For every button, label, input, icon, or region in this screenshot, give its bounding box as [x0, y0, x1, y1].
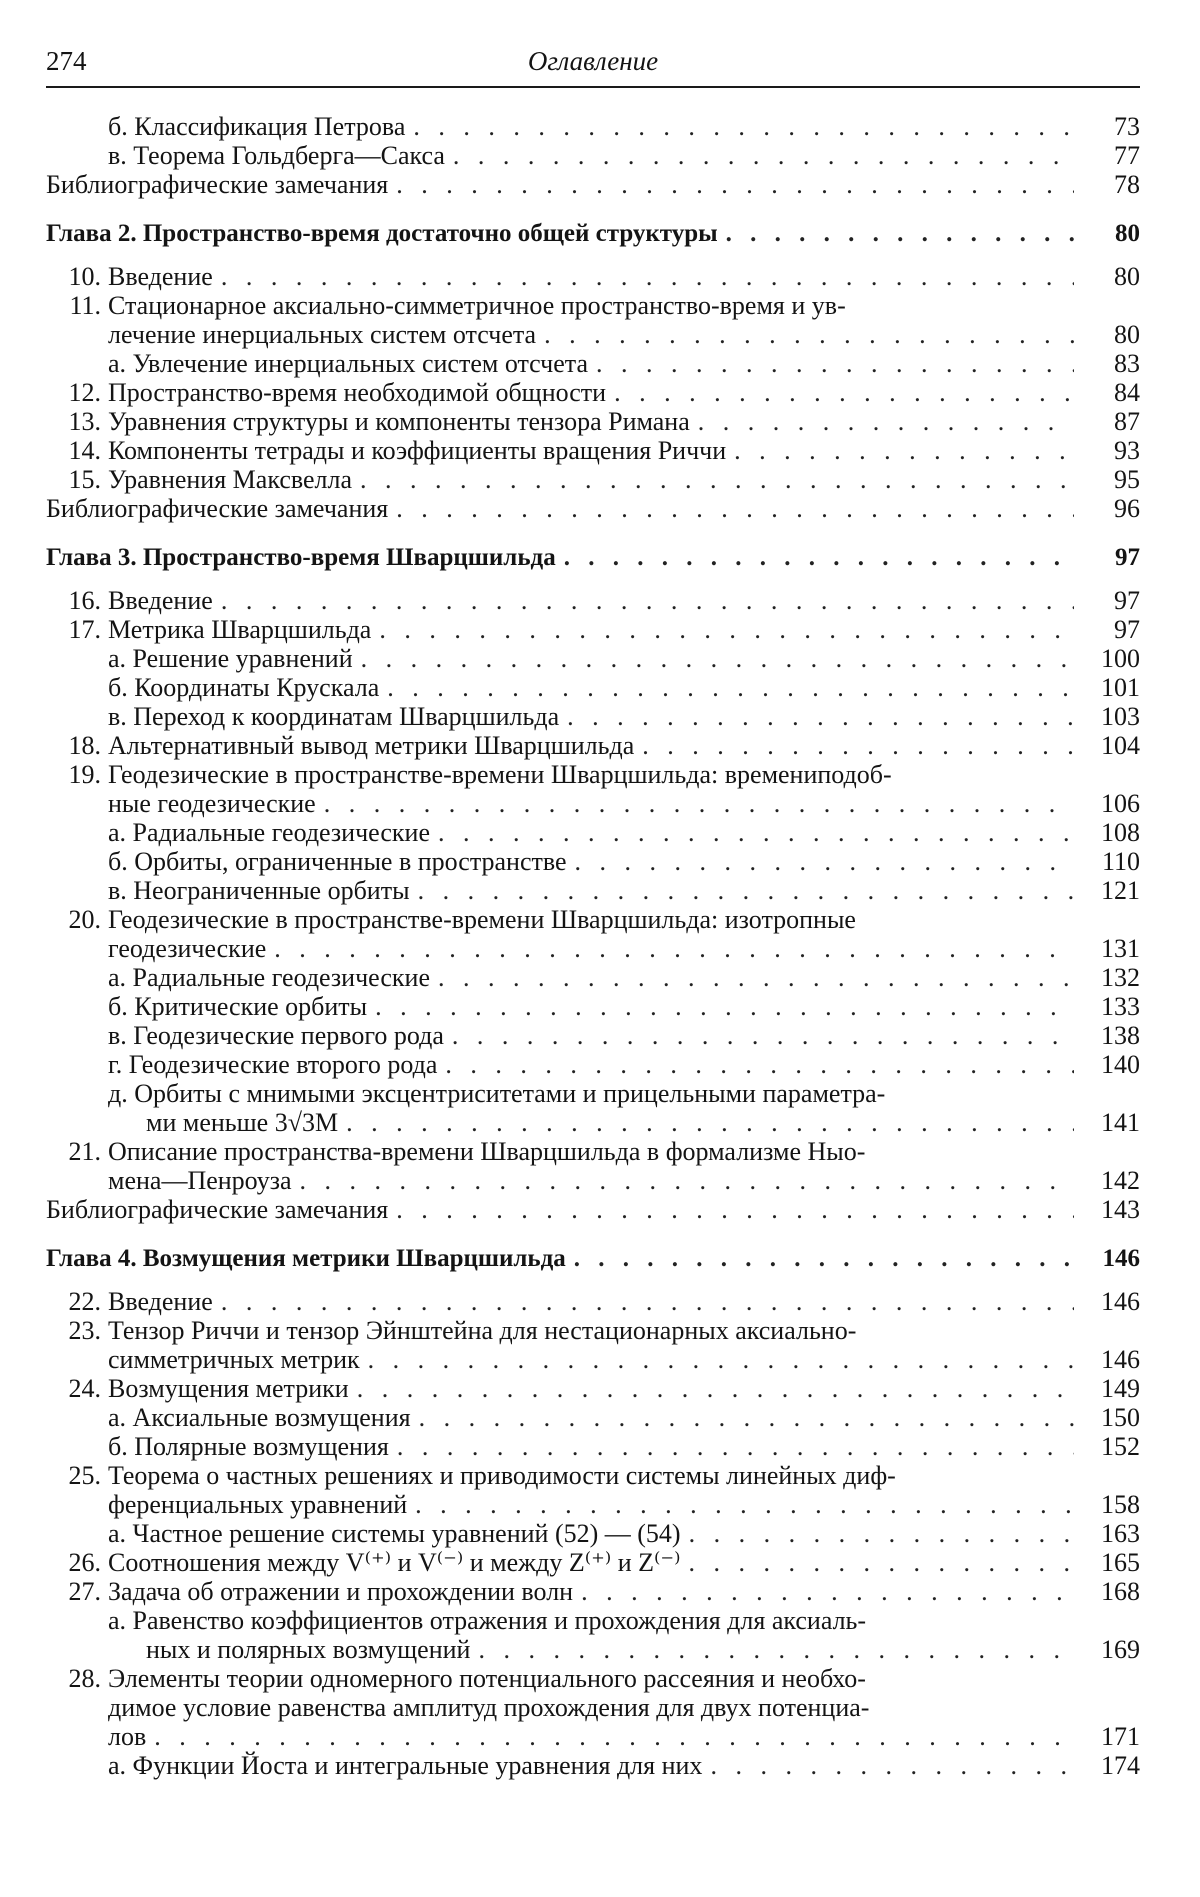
entry-title: б. Классификация Петрова	[108, 112, 406, 141]
leader-dots	[689, 1548, 1074, 1577]
entry-continuation	[46, 1635, 1140, 1664]
toc-subentry	[46, 1432, 1140, 1461]
toc-entry	[46, 262, 1140, 291]
entry-title: б. Критические орбиты	[108, 992, 368, 1021]
toc-entry	[46, 615, 1140, 644]
entry-title: Введение	[108, 586, 213, 615]
page-ref: 174	[1101, 1751, 1140, 1780]
leader-dots	[221, 262, 1074, 291]
entry-title: Геодезические в пространстве-времени Шварцшильда: времениподоб-	[108, 760, 892, 789]
page-ref: 80	[1114, 262, 1140, 291]
entry-title: Описание пространства-времени Шварцшильда в формализме Ныо-	[108, 1137, 866, 1166]
toc-entry	[46, 494, 1140, 523]
entry-continuation	[46, 1722, 1140, 1751]
entry-title-continued: ми меньше 3√3M	[146, 1108, 339, 1137]
toc-entry	[46, 1664, 1140, 1693]
leader-dots	[324, 789, 1074, 818]
entry-title-continued: геодезические	[108, 934, 267, 963]
leader-dots	[346, 1108, 1074, 1137]
toc-entry	[46, 436, 1140, 465]
page-ref: 168	[1101, 1577, 1140, 1606]
entry-continuation	[46, 1345, 1140, 1374]
leader-dots	[396, 170, 1074, 199]
toc-subentry	[46, 1751, 1140, 1780]
toc-entry	[46, 586, 1140, 615]
leader-dots	[300, 1166, 1075, 1195]
entry-title-continued: симметричных метрик	[108, 1345, 360, 1374]
page-ref: 96	[1114, 494, 1140, 523]
page-ref: 146	[1102, 1245, 1140, 1272]
leader-dots	[614, 378, 1074, 407]
leader-dots	[438, 818, 1074, 847]
entry-number: 14.	[68, 436, 101, 465]
page-ref: 73	[1114, 112, 1140, 141]
page-ref: 132	[1101, 963, 1140, 992]
page-ref: 103	[1101, 702, 1140, 731]
page-ref: 138	[1101, 1021, 1140, 1050]
entry-title: Возмущения метрики	[108, 1374, 349, 1403]
entry-title: в. Переход к координатам Шварцшильда	[108, 702, 560, 731]
entry-title-continued: лечение инерциальных систем отсчета	[108, 320, 537, 349]
entry-title: б. Полярные возмущения	[108, 1432, 389, 1461]
page-ref: 87	[1114, 407, 1140, 436]
toc-entry	[46, 378, 1140, 407]
leader-dots	[445, 1050, 1074, 1079]
page-ref: 101	[1101, 673, 1140, 702]
leader-dots	[478, 1635, 1074, 1664]
entry-continuation	[46, 1108, 1140, 1137]
toc-subentry	[46, 1403, 1140, 1432]
chapter-heading	[46, 1244, 1140, 1273]
toc-entry	[46, 1316, 1140, 1345]
toc-entry	[46, 1548, 1140, 1577]
entry-number: 18.	[68, 731, 101, 760]
entry-title: Тензор Риччи и тензор Эйнштейна для нестационарных аксиально-	[108, 1316, 857, 1345]
leader-dots	[574, 1244, 1074, 1273]
page-ref: 133	[1101, 992, 1140, 1021]
entry-continuation	[46, 320, 1140, 349]
running-title: Оглавление	[527, 46, 659, 76]
toc-entry	[46, 170, 1140, 199]
page-ref: 97	[1115, 544, 1140, 571]
entry-title: Задача об отражении и прохождении волн	[108, 1577, 574, 1606]
leader-dots	[387, 673, 1074, 702]
entry-title: а. Равенство коэффициентов отражения и прохождения для аксиаль-	[108, 1606, 867, 1635]
entry-number: 23.	[68, 1316, 101, 1345]
page-ref: 165	[1101, 1548, 1140, 1577]
entry-number: 12.	[68, 378, 101, 407]
entry-title: Стационарное аксиально-симметричное пространство-время и ув-	[108, 291, 846, 320]
page-ref: 143	[1101, 1195, 1140, 1224]
entry-number: 13.	[68, 407, 101, 436]
page-ref: 80	[1115, 220, 1140, 247]
entry-title-continued: димое условие равенства амплитуд прохождения для двух потенциа-	[108, 1693, 870, 1722]
toc-subentry	[46, 644, 1140, 673]
entry-number: 26.	[68, 1548, 101, 1577]
page-ref: 97	[1114, 615, 1140, 644]
entry-title: Введение	[108, 1287, 213, 1316]
entry-title: Пространство-время необходимой общности	[108, 378, 607, 407]
entry-title: а. Частное решение системы уравнений (52) — (54)	[108, 1519, 681, 1548]
entry-continuation	[46, 789, 1140, 818]
entry-title: Библиографические замечания	[46, 170, 389, 199]
entry-continuation	[46, 1166, 1140, 1195]
chapter-heading	[46, 219, 1140, 248]
entry-number: 19.	[68, 760, 101, 789]
page-ref: 140	[1101, 1050, 1140, 1079]
toc-entry	[46, 1461, 1140, 1490]
page-ref: 78	[1114, 170, 1140, 199]
page-ref: 150	[1101, 1403, 1140, 1432]
entry-number: 21.	[68, 1137, 101, 1166]
leader-dots	[221, 586, 1074, 615]
toc-entry	[46, 905, 1140, 934]
toc-subentry	[46, 141, 1140, 170]
entry-number: 10.	[68, 262, 101, 291]
entry-title: Библиографические замечания	[46, 1195, 389, 1224]
entry-title: а. Радиальные геодезические	[108, 818, 430, 847]
leader-dots	[154, 1722, 1074, 1751]
toc-subentry	[46, 847, 1140, 876]
entry-title: а. Функции Йоста и интегральные уравнения для них	[108, 1751, 703, 1780]
toc-entry	[46, 1287, 1140, 1316]
toc-entry	[46, 1577, 1140, 1606]
entry-number: 22.	[68, 1287, 101, 1316]
page-ref: 104	[1101, 731, 1140, 760]
entry-number: 11.	[69, 291, 101, 320]
leader-dots	[642, 731, 1074, 760]
toc-subentry	[46, 702, 1140, 731]
page-ref: 97	[1114, 586, 1140, 615]
entry-title: а. Увлечение инерциальных систем отсчета	[108, 349, 589, 378]
page-ref: 108	[1101, 818, 1140, 847]
toc-entry	[46, 760, 1140, 789]
entry-title: Библиографические замечания	[46, 494, 389, 523]
entry-number: 27.	[68, 1577, 101, 1606]
entry-title: Метрика Шварцшильда	[108, 615, 372, 644]
page-ref: 83	[1114, 349, 1140, 378]
toc-entry	[46, 1195, 1140, 1224]
leader-dots	[575, 847, 1074, 876]
leader-dots	[419, 1403, 1074, 1432]
entry-continuation	[46, 934, 1140, 963]
toc-entry	[46, 465, 1140, 494]
toc-subentry	[46, 1050, 1140, 1079]
entry-title: а. Аксиальные возмущения	[108, 1403, 411, 1432]
page-ref: 146	[1101, 1345, 1140, 1374]
entry-title: Соотношения между V⁽⁺⁾ и V⁽⁻⁾ и между Z⁽⁺⁾ и Z⁽⁻⁾	[108, 1548, 681, 1577]
entry-title: Альтернативный вывод метрики Шварцшильда	[108, 731, 635, 760]
table-of-contents	[46, 112, 1140, 1780]
entry-title: Уравнения Максвелла	[108, 465, 353, 494]
page-ref: 152	[1101, 1432, 1140, 1461]
toc-subentry	[46, 1079, 1140, 1108]
chapter-title: Глава 2. Пространство-время достаточно общей структуры	[46, 220, 718, 247]
chapter-heading	[46, 543, 1140, 572]
toc-entry	[46, 731, 1140, 760]
entry-title: г. Геодезические второго рода	[108, 1050, 438, 1079]
entry-title: Геодезические в пространстве-времени Шварцшильда: изотропные	[108, 905, 856, 934]
page-ref: 95	[1114, 465, 1140, 494]
chapter-title: Глава 3. Пространство-время Шварцшильда	[46, 544, 556, 571]
toc-entry	[46, 407, 1140, 436]
entry-title: Уравнения структуры и компоненты тензора Римана	[108, 407, 690, 436]
entry-title: Компоненты тетрады и коэффициенты вращения Риччи	[108, 436, 727, 465]
toc-subentry	[46, 1519, 1140, 1548]
leader-dots	[396, 1195, 1074, 1224]
leader-dots	[274, 934, 1074, 963]
entry-continuation	[46, 1490, 1140, 1519]
toc-subentry	[46, 1021, 1140, 1050]
entry-number: 24.	[68, 1374, 101, 1403]
leader-dots	[544, 320, 1074, 349]
leader-dots	[734, 436, 1074, 465]
leader-dots	[596, 349, 1074, 378]
page-ref: 146	[1101, 1287, 1140, 1316]
page-ref: 163	[1101, 1519, 1140, 1548]
leader-dots	[415, 1490, 1074, 1519]
entry-title-continued: ференциальных уравнений	[108, 1490, 408, 1519]
entry-number: 20.	[68, 905, 101, 934]
toc-entry	[46, 1374, 1140, 1403]
page-ref: 77	[1114, 141, 1140, 170]
page-ref: 142	[1101, 1166, 1140, 1195]
leader-dots	[453, 141, 1074, 170]
leader-dots	[360, 465, 1074, 494]
leader-dots	[567, 702, 1074, 731]
toc-entry	[46, 291, 1140, 320]
page-ref: 84	[1114, 378, 1140, 407]
page-ref: 106	[1101, 789, 1140, 818]
leader-dots	[379, 615, 1074, 644]
header-rule	[46, 86, 1140, 88]
toc-entry	[46, 1137, 1140, 1166]
leader-dots	[438, 963, 1074, 992]
entry-number: 25.	[68, 1461, 101, 1490]
entry-title: д. Орбиты с мнимыми эксцентриситетами и прицельными параметра-	[108, 1079, 886, 1108]
entry-title: а. Решение уравнений	[108, 644, 353, 673]
entry-title: Элементы теории одномерного потенциального рассеяния и необхо-	[108, 1664, 866, 1693]
leader-dots	[726, 219, 1074, 248]
toc-subentry	[46, 876, 1140, 905]
page-ref: 149	[1101, 1374, 1140, 1403]
leader-dots	[689, 1519, 1074, 1548]
toc-subentry	[46, 818, 1140, 847]
entry-number: 15.	[68, 465, 101, 494]
entry-title: б. Координаты Крускала	[108, 673, 380, 702]
page-ref: 100	[1101, 644, 1140, 673]
page-ref: 141	[1101, 1108, 1140, 1137]
leader-dots	[564, 543, 1074, 572]
entry-number: 28.	[68, 1664, 101, 1693]
entry-title: в. Геодезические первого рода	[108, 1021, 444, 1050]
page-ref: 171	[1101, 1722, 1140, 1751]
leader-dots	[581, 1577, 1074, 1606]
entry-title-continued: лов	[108, 1722, 147, 1751]
page-ref: 110	[1101, 847, 1140, 876]
page-ref: 80	[1114, 320, 1140, 349]
toc-subentry	[46, 349, 1140, 378]
leader-dots	[361, 644, 1074, 673]
page-ref: 169	[1101, 1635, 1140, 1664]
chapter-title: Глава 4. Возмущения метрики Шварцшильда	[46, 1245, 566, 1272]
toc-subentry	[46, 673, 1140, 702]
toc-subentry	[46, 112, 1140, 141]
page-ref: 131	[1101, 934, 1140, 963]
page-ref: 158	[1101, 1490, 1140, 1519]
entry-number: 16.	[68, 586, 101, 615]
leader-dots	[397, 1432, 1074, 1461]
entry-title-continued: ных и полярных возмущений	[146, 1635, 471, 1664]
entry-number: 17.	[68, 615, 101, 644]
leader-dots	[375, 992, 1074, 1021]
page-ref: 93	[1114, 436, 1140, 465]
entry-continuation	[46, 1693, 1140, 1722]
leader-dots	[413, 112, 1074, 141]
leader-dots	[221, 1287, 1074, 1316]
page-ref: 121	[1101, 876, 1140, 905]
leader-dots	[368, 1345, 1074, 1374]
leader-dots	[357, 1374, 1074, 1403]
leader-dots	[698, 407, 1074, 436]
entry-title: в. Теорема Гольдберга—Сакса	[108, 141, 445, 170]
entry-title: в. Неограниченные орбиты	[108, 876, 410, 905]
leader-dots	[710, 1751, 1074, 1780]
toc-subentry	[46, 1606, 1140, 1635]
entry-title-continued: ные геодезические	[108, 789, 316, 818]
toc-subentry	[46, 992, 1140, 1021]
entry-title: Теорема о частных решениях и приводимости системы линейных диф-	[108, 1461, 896, 1490]
page-number: 274	[46, 46, 87, 76]
entry-title: б. Орбиты, ограниченные в пространстве	[108, 847, 567, 876]
leader-dots	[452, 1021, 1074, 1050]
leader-dots	[396, 494, 1074, 523]
entry-title: Введение	[108, 262, 213, 291]
page-header	[46, 40, 1140, 92]
entry-title-continued: мена—Пенроуза	[108, 1166, 292, 1195]
toc-subentry	[46, 963, 1140, 992]
leader-dots	[418, 876, 1074, 905]
entry-title: а. Радиальные геодезические	[108, 963, 430, 992]
